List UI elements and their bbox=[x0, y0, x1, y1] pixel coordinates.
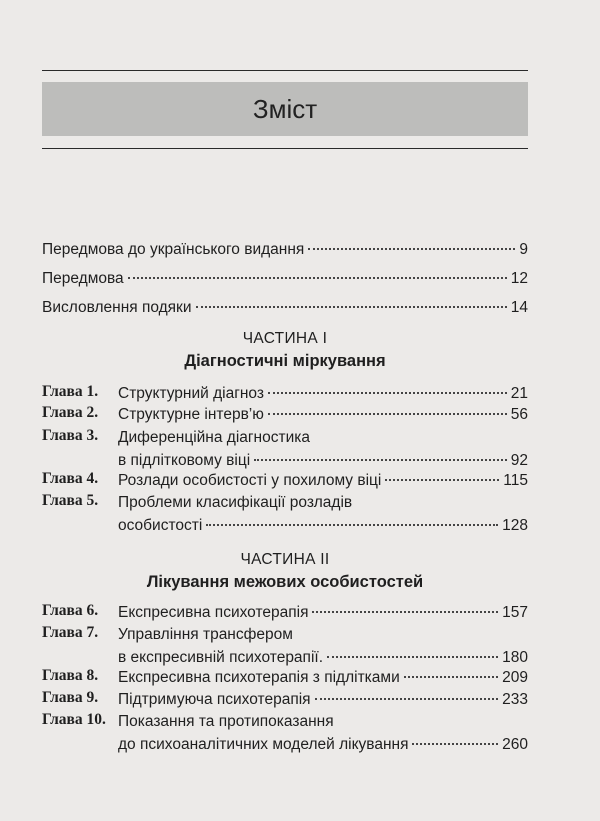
page-title: Зміст bbox=[252, 93, 318, 124]
chapter-entry bbox=[42, 470, 528, 491]
chapter-label: Глава 6. bbox=[42, 602, 99, 619]
chapter-title: Проблеми класифікації розладів bbox=[118, 494, 353, 511]
dot-leader bbox=[385, 479, 499, 481]
chapter-title: Експресивна психотерапія з підлітками bbox=[118, 669, 400, 686]
chapter-title-cont: до психоаналітичних моделей лікування bbox=[118, 736, 409, 753]
part-title: Діагностичні міркування bbox=[184, 352, 386, 370]
dot-leader bbox=[404, 676, 498, 678]
dot-leader bbox=[412, 743, 498, 745]
chapter-label: Глава 5. bbox=[42, 492, 99, 509]
toc-entry-title: Висловлення подяки bbox=[42, 299, 192, 316]
chapter-entry bbox=[42, 492, 528, 534]
chapter-page: 260 bbox=[502, 736, 528, 753]
dot-leader bbox=[315, 698, 499, 700]
chapter-page: 115 bbox=[503, 472, 528, 489]
dot-leader bbox=[308, 248, 515, 250]
chapter-label: Глава 10. bbox=[42, 711, 106, 728]
chapter-title: Диференційна діагностика bbox=[118, 429, 310, 446]
chapter-label: Глава 9. bbox=[42, 689, 99, 706]
chapter-label: Глава 8. bbox=[42, 667, 99, 684]
toc-entry bbox=[42, 265, 528, 293]
toc-entry-page: 9 bbox=[519, 241, 528, 258]
chapter-label: Глава 2. bbox=[42, 404, 99, 421]
chapter-title: Управління трансфером bbox=[118, 626, 293, 643]
part-number: ЧАСТИНА I bbox=[242, 330, 328, 347]
chapter-title: Показання та протипоказання bbox=[118, 713, 334, 730]
chapter-entry bbox=[42, 404, 528, 425]
chapter-title-cont: в експресивній психотерапії. bbox=[118, 649, 324, 666]
part-heading bbox=[42, 551, 528, 592]
chapter-entry bbox=[42, 383, 528, 404]
chapter-label: Глава 1. bbox=[42, 383, 99, 400]
bottom-rule bbox=[42, 148, 528, 149]
part-title: Лікування межових особистостей bbox=[146, 573, 424, 591]
toc-entry-title: Передмова bbox=[42, 270, 124, 287]
chapter-label: Глава 3. bbox=[42, 427, 99, 444]
chapter-entry bbox=[42, 711, 528, 753]
chapter-title: Структурне інтерв’ю bbox=[118, 406, 264, 423]
chapter-page: 56 bbox=[510, 406, 528, 423]
dot-leader bbox=[268, 392, 507, 394]
chapter-entry bbox=[42, 689, 528, 710]
chapter-label: Глава 4. bbox=[42, 470, 99, 487]
front-matter bbox=[42, 236, 528, 322]
chapter-page: 128 bbox=[502, 517, 528, 534]
chapter-page: 233 bbox=[502, 691, 528, 708]
dot-leader bbox=[196, 306, 507, 308]
chapter-entry bbox=[42, 624, 528, 666]
chapter-title-cont: особистості bbox=[118, 517, 203, 534]
dot-leader bbox=[206, 524, 498, 526]
chapter-page: 157 bbox=[502, 604, 528, 621]
chapter-page: 180 bbox=[502, 649, 528, 666]
toc-entry-page: 14 bbox=[510, 299, 528, 316]
title-band bbox=[42, 82, 528, 136]
chapter-label: Глава 7. bbox=[42, 624, 99, 641]
chapter-title: Підтримуюча психотерапія bbox=[118, 691, 311, 708]
toc-entry-title: Передмова до українського видання bbox=[42, 241, 305, 258]
chapter-entry bbox=[42, 667, 528, 688]
chapter-title: Експресивна психотерапія bbox=[118, 604, 309, 621]
chapter-page: 209 bbox=[502, 669, 528, 686]
chapter-page: 21 bbox=[510, 385, 528, 402]
chapter-entry bbox=[42, 427, 528, 469]
dot-leader bbox=[254, 459, 507, 461]
top-rule bbox=[42, 70, 528, 71]
toc-entry bbox=[42, 236, 528, 264]
chapter-entry bbox=[42, 602, 528, 623]
chapter-title: Структурний діагноз bbox=[118, 385, 264, 402]
dot-leader bbox=[312, 611, 498, 613]
toc-entry-page: 12 bbox=[510, 270, 528, 287]
toc-entry bbox=[42, 294, 528, 322]
dot-leader bbox=[268, 413, 507, 415]
chapter-title: Розлади особистості у похилому віці bbox=[118, 472, 382, 489]
chapter-page: 92 bbox=[510, 452, 528, 469]
part-number: ЧАСТИНА II bbox=[240, 551, 330, 568]
dot-leader bbox=[327, 656, 498, 658]
chapter-title-cont: в підлітковому віці bbox=[118, 452, 251, 469]
part-heading bbox=[42, 330, 528, 371]
dot-leader bbox=[128, 277, 507, 279]
